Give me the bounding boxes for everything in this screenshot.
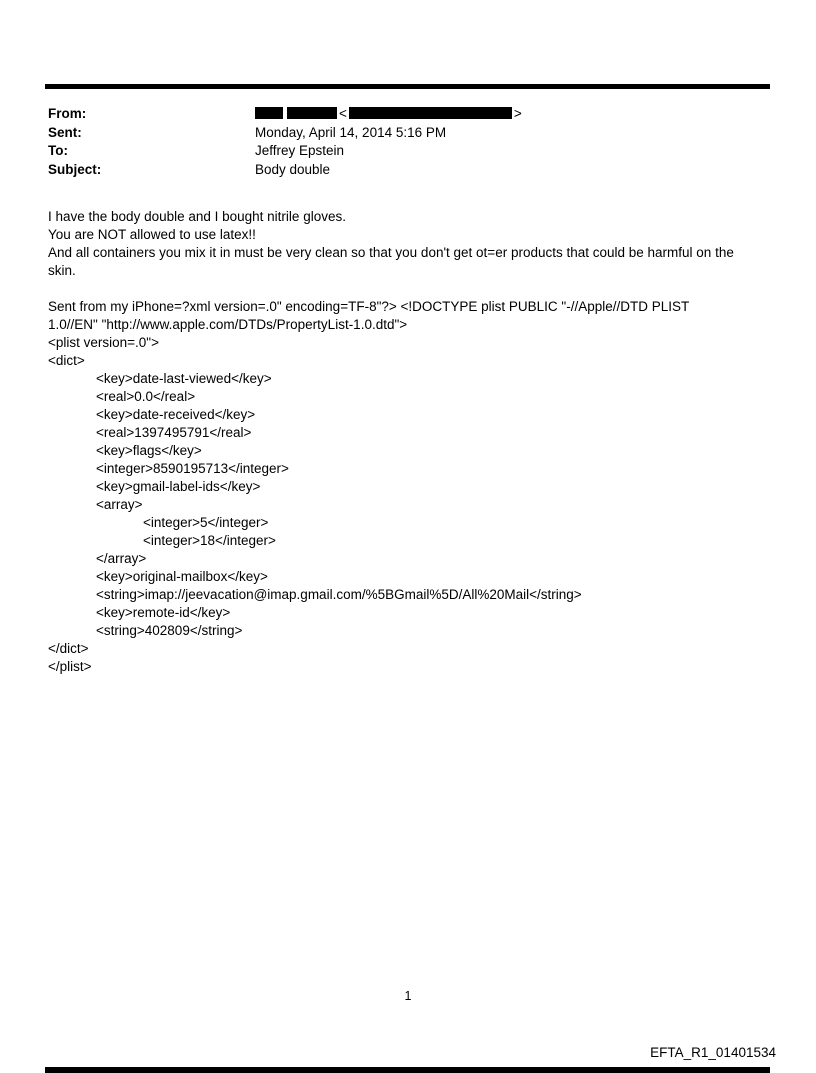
body-line: </dict> bbox=[48, 641, 89, 656]
body-line: <real>1397495791</real> bbox=[96, 425, 252, 440]
sent-label: Sent: bbox=[48, 124, 82, 140]
sent-row bbox=[48, 124, 740, 143]
from-open-bracket: < bbox=[339, 106, 347, 121]
body-line: <key>flags</key> bbox=[96, 443, 202, 458]
body-line: <integer>18</integer> bbox=[143, 533, 276, 548]
body-line: <plist version=.0"> bbox=[48, 335, 159, 350]
body-line: You are NOT allowed to use latex!! bbox=[48, 227, 256, 242]
body-line: <key>date-received</key> bbox=[96, 407, 256, 422]
body-line: <string>402809</string> bbox=[96, 623, 243, 638]
redaction-box-sender-first bbox=[255, 107, 283, 119]
sent-value: Monday, April 14, 2014 5:16 PM bbox=[255, 124, 447, 140]
body-line: <real>0.0</real> bbox=[96, 389, 196, 404]
from-label: From: bbox=[48, 106, 87, 121]
bates-number: EFTA_R1_01401534 bbox=[650, 1045, 776, 1060]
header-top-divider bbox=[45, 84, 770, 89]
body-line: I have the body double and I bought nitrile gloves. bbox=[48, 209, 346, 224]
to-row bbox=[48, 142, 740, 161]
redaction-box-sender-last bbox=[287, 107, 337, 119]
redaction-box-sender-email bbox=[349, 107, 512, 119]
footer-bottom-divider bbox=[45, 1067, 770, 1073]
body-line: <key>remote-id</key> bbox=[96, 605, 231, 620]
body-line: And all containers you mix it in must be very clean so that you don't get ot=er products that could be harmful on the skin. bbox=[48, 245, 734, 278]
email-content bbox=[48, 105, 740, 676]
body-line: <key>original-mailbox</key> bbox=[96, 569, 268, 584]
page-number: 1 bbox=[404, 989, 412, 1003]
body-line: </plist> bbox=[48, 659, 92, 674]
body-line: <key>gmail-label-ids</key> bbox=[96, 479, 261, 494]
body-line: <array> bbox=[96, 497, 143, 512]
body-line: <integer>8590195713</integer> bbox=[96, 461, 289, 476]
to-label: To: bbox=[48, 143, 68, 158]
to-value: Jeffrey Epstein bbox=[255, 143, 345, 158]
from-close-bracket: > bbox=[513, 106, 522, 121]
body-line: <string>imap://jeevacation@imap.gmail.com/%5BGmail%5D/All%20Mail</string> bbox=[96, 587, 582, 602]
body-line: <dict> bbox=[48, 353, 85, 368]
body-line: Sent from my iPhone=?xml version=.0" encoding=TF-8"?> <!DOCTYPE plist PUBLIC "-//Apple//DTD PLIST 1.0//EN" "http://www.apple.com/DTDs/PropertyList-1.0.dtd"> bbox=[48, 299, 690, 332]
email-body bbox=[48, 208, 740, 676]
body-line: <integer>5</integer> bbox=[143, 515, 269, 530]
body-line: <key>date-last-viewed</key> bbox=[96, 371, 272, 386]
from-value bbox=[255, 105, 740, 124]
subject-label: Subject: bbox=[48, 161, 102, 177]
body-line bbox=[48, 280, 740, 298]
email-header-block bbox=[48, 105, 740, 179]
body-line: </array> bbox=[96, 551, 147, 566]
subject-value: Body double bbox=[255, 161, 331, 177]
from-row bbox=[48, 105, 740, 124]
subject-row bbox=[48, 161, 740, 180]
